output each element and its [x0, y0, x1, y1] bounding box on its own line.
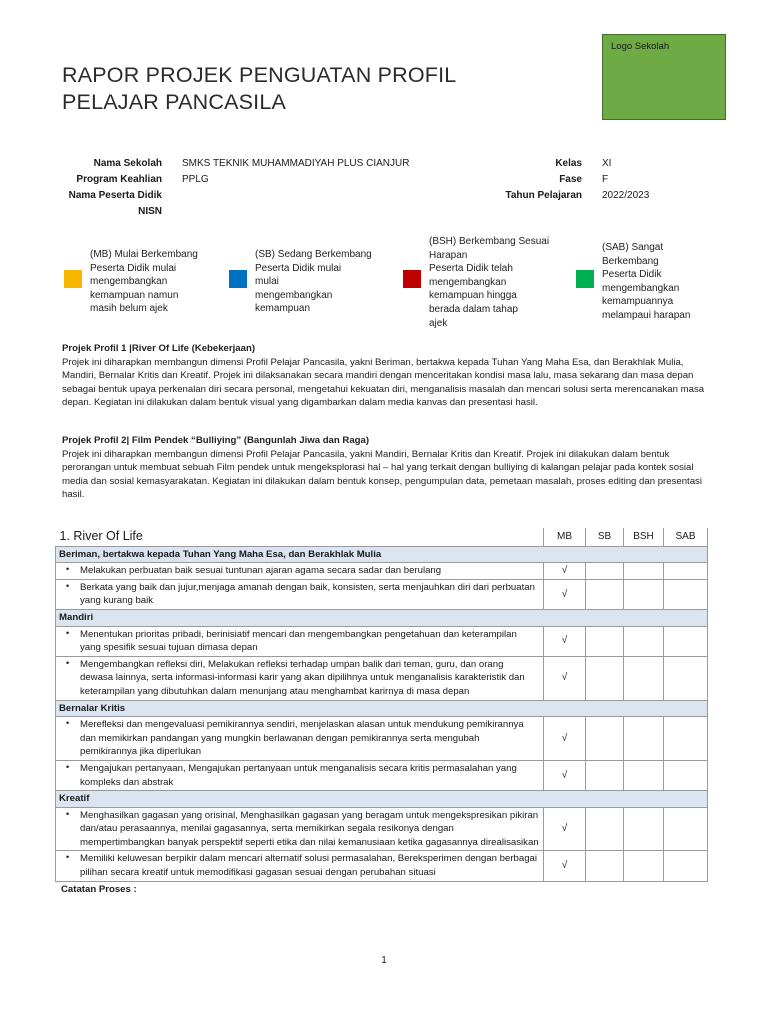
score-cell-sb [586, 656, 624, 700]
score-cell-mb: √ [544, 760, 586, 790]
element-text: Mengajukan pertanyaan, Mengajukan pertanyaan untuk menganalisis secara kritis permasalahan yang kompleks dan abstrak [80, 762, 517, 788]
score-cell-mb: √ [544, 807, 586, 851]
table-row [56, 579, 708, 609]
score-cell-bsh [624, 579, 664, 609]
bullet-icon: • [66, 718, 70, 729]
report-title: RAPOR PROJEK PENGUATAN PROFIL PELAJAR PANCASILA [62, 63, 456, 114]
element-text: Menentukan prioritas pribadi, berinisiatif mencari dan mengembangkan pengetahuan dan keterampilan yang spesifik sesuai tujuan dimasa depan [80, 628, 517, 654]
table-header-row [56, 528, 708, 546]
legend-mb-text: (MB) Mulai Berkembang Peserta Didik mulai mengembangkan kemampuan namun masih belum ajek [90, 249, 198, 315]
element-text: Merefleksi dan mengevaluasi pemikirannya sendiri, menjelaskan alasan untuk mendukung pemikirannya dan memikirkan pandangan yang mungkin berlawanan dengan pemikirannya serta mengubah pemikirannya jika diperlukan [80, 719, 524, 758]
element-description [56, 807, 544, 851]
sab-color-swatch [576, 270, 594, 288]
table-row [56, 851, 708, 881]
bullet-icon: • [66, 761, 70, 772]
table-row [56, 717, 708, 761]
project-2-description [62, 434, 710, 502]
legend-sab-text: (SAB) Sangat Berkembang Peserta Didik mengembangkan kemampuannya melampaui harapan [602, 242, 691, 321]
score-cell-bsh [624, 851, 664, 881]
score-cell-sab [664, 579, 708, 609]
program-value: PPLG [182, 174, 209, 185]
phase-label: Fase [559, 174, 582, 185]
table-row [56, 760, 708, 790]
score-cell-sab [664, 760, 708, 790]
legend-sb-text: (SB) Sedang Berkembang Peserta Didik mulai mulai mengembangkan kemampuan [255, 249, 372, 315]
bullet-icon: • [66, 852, 70, 863]
info-row-phase [486, 172, 726, 188]
table-row [56, 656, 708, 700]
score-cell-sab [664, 851, 708, 881]
assessment-table [55, 528, 708, 882]
sb-color-swatch [229, 270, 247, 288]
score-cell-sb [586, 563, 624, 580]
dimension-label: Beriman, bertakwa kepada Tuhan Yang Maha Esa, dan Berakhlak Mulia [56, 546, 708, 563]
legend-mb [64, 248, 244, 316]
legend-bsh [403, 235, 573, 330]
score-cell-bsh [624, 717, 664, 761]
element-description [56, 851, 544, 881]
bsh-color-swatch [403, 270, 421, 288]
info-row-school [62, 156, 412, 172]
score-cell-mb: √ [544, 851, 586, 881]
dimension-row [56, 791, 708, 808]
student-info-right [486, 156, 726, 204]
element-text: Berkata yang baik dan jujur,menjaga amanah dengan baik, konsisten, serta menjauhkan diri dari perbuatan yang kurang baik [80, 581, 535, 607]
student-info-left [62, 156, 412, 220]
score-cell-sb [586, 851, 624, 881]
info-row-year [486, 188, 726, 204]
score-cell-sb [586, 807, 624, 851]
table-title: 1. River Of Life [56, 528, 544, 546]
project-1-description [62, 342, 710, 410]
info-row-student [62, 188, 412, 204]
element-description [56, 579, 544, 609]
school-logo-placeholder [602, 34, 726, 120]
score-cell-sb [586, 760, 624, 790]
score-cell-sab [664, 807, 708, 851]
dimension-row [56, 700, 708, 717]
nisn-value [162, 204, 182, 220]
class-value: XI [602, 158, 612, 169]
class-label: Kelas [555, 158, 582, 169]
project-2-heading: Projek Profil 2| Film Pendek “Bulliying” (Bangunlah Jiwa dan Raga) [62, 435, 370, 446]
year-label: Tahun Pelajaran [505, 190, 582, 201]
element-text: Mengembangkan refleksi diri, Melakukan refleksi terhadap umpan balik dari teman, guru, dan orang dewasa lainnya, serta informasi-informasi karir yang akan dipilihnya untuk menganalisis karakteristik dan keterampilan yang dibutuhkan dalam menunjang atau menghambat karirnya di masa depan [80, 658, 525, 697]
assessment-table-wrapper [55, 528, 707, 897]
bullet-icon: • [66, 808, 70, 819]
score-cell-sb [586, 717, 624, 761]
score-cell-mb: √ [544, 717, 586, 761]
dimension-label: Bernalar Kritis [56, 700, 708, 717]
score-cell-sb [586, 626, 624, 656]
element-description [56, 717, 544, 761]
score-cell-sab [664, 626, 708, 656]
score-cell-bsh [624, 807, 664, 851]
legend-bsh-text: (BSH) Berkembang Sesuai Harapan Peserta Didik telah mengembangkan kemampuan hingga berada dalam tahap ajek [429, 236, 550, 329]
score-cell-mb: √ [544, 626, 586, 656]
column-header-mb: MB [544, 528, 586, 546]
year-value: 2022/2023 [602, 190, 650, 201]
score-cell-mb: √ [544, 563, 586, 580]
project-1-body: Projek ini diharapkan membangun dimensi Profil Pelajar Pancasila, yakni Beriman, bertakwa kepada Tuhan Yang Maha Esa, dan Berakhlak Mulia, Mandiri, Bernalar Kritis dan Kreatif. Projek ini dilaksanakan secara mandiri dengan menceritakan kondisi masa lalu, masa sekarang dan masa depan sebagai bentuk upaya perkenalan diri secara personal, mengetahui kekuatan diri, menganalisis masalah dan mencari solusi serta merencanakan masa depan. Kegiatan ini dilakukan dalam bentuk visual yang digambarkan dalam media kanvas dan presentasi hasil. [62, 356, 705, 409]
element-description [56, 626, 544, 656]
score-cell-mb: √ [544, 579, 586, 609]
element-text: Menghasilkan gagasan yang orisinal, Menghasilkan gagasan yang beragam untuk mengekspresikan pikiran dan/atau perasaannya, menilai gagasannya, serta memikirkan segala resikonya dengan mempertimbangkan banyak perspektif seperti etika dan nilai kemanusiaan ketika gagasannya direalisasikan [80, 809, 539, 848]
info-row-class [486, 156, 726, 172]
column-header-bsh: BSH [624, 528, 664, 546]
table-row [56, 626, 708, 656]
legend-sb [229, 248, 399, 316]
bullet-icon: • [66, 580, 70, 591]
program-label: Program Keahlian [76, 174, 162, 185]
score-cell-bsh [624, 760, 664, 790]
student-name-label: Nama Peserta Didik [68, 190, 162, 201]
info-row-program [62, 172, 412, 188]
legend-sab [576, 241, 726, 323]
element-text: Melakukan perbuatan baik sesuai tuntunan ajaran agama secara sadar dan berulang [80, 565, 442, 577]
score-cell-bsh [624, 656, 664, 700]
process-notes-label: Catatan Proses : [61, 883, 137, 895]
score-cell-bsh [624, 563, 664, 580]
project-2-body: Projek ini diharapkan membangun dimensi Profil Pelajar Pancasila, yakni Mandiri, Bernalar Kritis dan Kreatif. Projek ini dilakukan dalam bentuk perorangan untuk membuat sebuah Film pendek untuk mengeksplorasi hal – hal yang terkait dengan bulliying di kalangan pelajar pada kontek sosial media dan sosial kemasyarakatan. Kegiatan ini dilakukan dalam bentuk konsep, pengumpulan data, pemetaan masalah, proses editing dan presentasi hasil. [62, 448, 702, 501]
column-header-sb: SB [586, 528, 624, 546]
column-header-sab: SAB [664, 528, 708, 546]
page-number: 1 [381, 955, 387, 966]
score-cell-mb: √ [544, 656, 586, 700]
project-1-heading: Projek Profil 1 |River Of Life (Kebekerjaan) [62, 343, 256, 354]
score-cell-sab [664, 717, 708, 761]
logo-label: Logo Sekolah [611, 41, 670, 52]
info-row-nisn [62, 204, 412, 220]
assessment-table-body [56, 528, 708, 881]
score-cell-sab [664, 656, 708, 700]
dimension-row [56, 609, 708, 626]
bullet-icon: • [66, 657, 70, 668]
dimension-label: Kreatif [56, 791, 708, 808]
nisn-label: NISN [138, 206, 162, 217]
phase-value: F [602, 174, 609, 185]
score-cell-sb [586, 579, 624, 609]
table-row [56, 807, 708, 851]
school-name-value: SMKS TEKNIK MUHAMMADIYAH PLUS CIANJUR [182, 158, 410, 169]
school-name-label: Nama Sekolah [93, 158, 162, 169]
table-row [56, 563, 708, 580]
bullet-icon: • [66, 564, 70, 575]
element-description [56, 563, 544, 580]
bullet-icon: • [66, 627, 70, 638]
dimension-label: Mandiri [56, 609, 708, 626]
score-cell-bsh [624, 626, 664, 656]
score-cell-sab [664, 563, 708, 580]
element-description [56, 656, 544, 700]
element-description [56, 760, 544, 790]
dimension-row [56, 546, 708, 563]
element-text: Memiliki keluwesan berpikir dalam mencari alternatif solusi permasalahan, Bereksperimen dengan berbagai pilihan secara kreatif untuk memodifikasi gagasan sesuai dengan perubahan situasi [80, 853, 537, 879]
student-name-value [162, 188, 182, 204]
mb-color-swatch [64, 270, 82, 288]
